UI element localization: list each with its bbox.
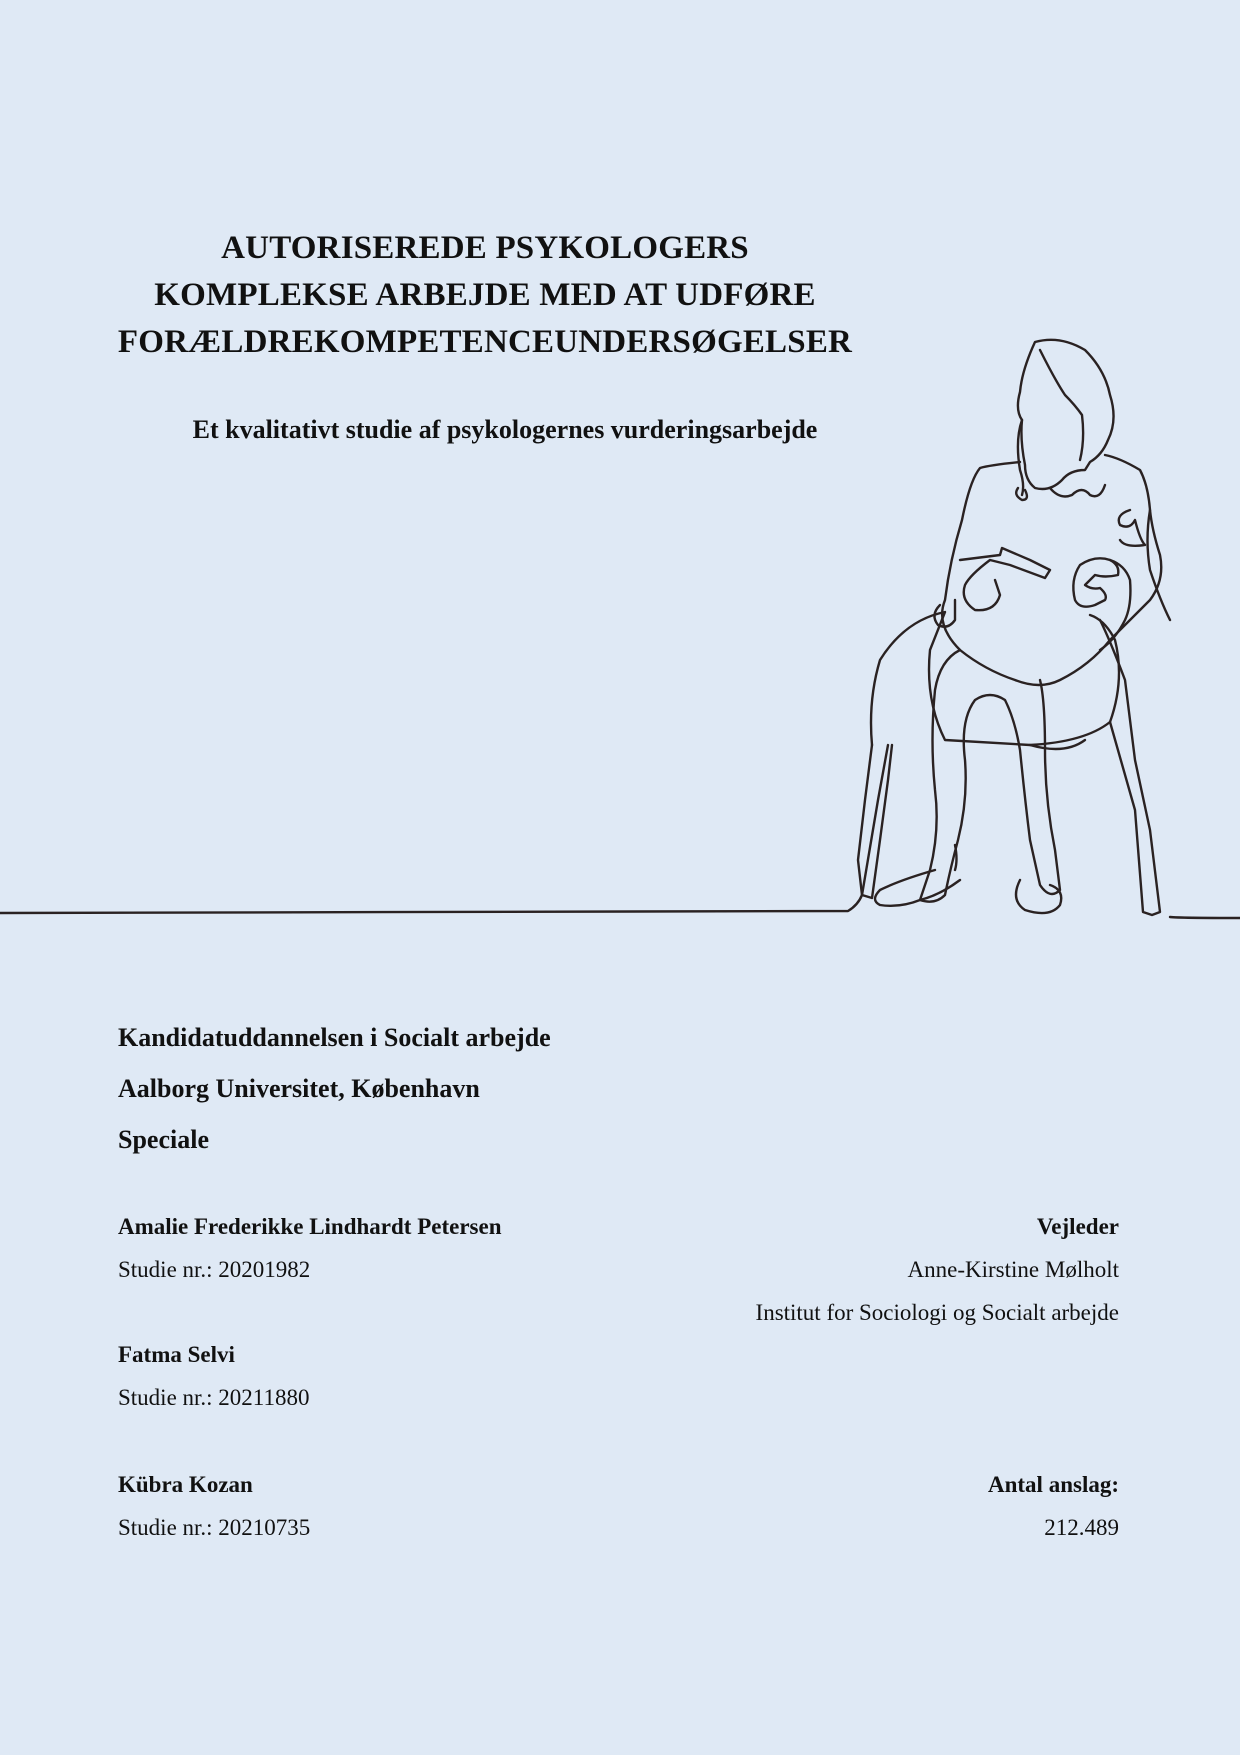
- title-line-1: AUTORISEREDE PSYKOLOGERS: [221, 230, 749, 266]
- student-number: Studie nr.: 20201982: [118, 1257, 311, 1282]
- floor-line: [0, 745, 1240, 918]
- student-name: Fatma Selvi: [118, 1342, 235, 1367]
- right-shoe: [1016, 880, 1061, 913]
- student-number: Studie nr.: 20211880: [118, 1385, 310, 1410]
- university: Aalborg Universitet, København: [118, 1074, 480, 1103]
- title-line-3: FORÆLDREKOMPETENCEUNDERSØGELSER: [117, 324, 853, 360]
- char-count-value: 212.489: [1044, 1515, 1119, 1540]
- supervisor-block: [756, 1205, 1119, 1334]
- student-number: Studie nr.: 20210735: [118, 1515, 311, 1540]
- char-count-block: [988, 1463, 1119, 1549]
- education-block: [118, 1012, 551, 1165]
- supervisor-institute: Institut for Sociologi og Socialt arbejde: [755, 1300, 1119, 1325]
- student-3: [118, 1463, 310, 1549]
- student-name: Kübra Kozan: [118, 1472, 253, 1497]
- line-drawing-woman-seated-on-chair-icon: [0, 320, 1240, 1010]
- thesis-type: Speciale: [118, 1125, 209, 1154]
- chair-outline: [871, 612, 1119, 745]
- program: Kandidatuddannelsen i Socialt arbejde: [118, 1023, 551, 1052]
- head: [1018, 340, 1114, 489]
- book: [960, 548, 1050, 610]
- subtitle: Et kvalitativt studie af psykologernes vurderingsarbejde: [192, 415, 818, 444]
- char-count-label: Antal anslag:: [988, 1472, 1119, 1497]
- supervisor-label: Vejleder: [1036, 1214, 1119, 1239]
- student-name: Amalie Frederikke Lindhardt Petersen: [118, 1214, 502, 1239]
- title-line-2: KOMPLEKSE ARBEJDE MED AT UDFØRE: [154, 277, 816, 313]
- supervisor-name: Anne-Kirstine Mølholt: [907, 1257, 1119, 1282]
- legs: [920, 650, 1060, 902]
- left-shoe: [875, 870, 960, 906]
- student-2: [118, 1333, 309, 1419]
- student-1: [118, 1205, 502, 1291]
